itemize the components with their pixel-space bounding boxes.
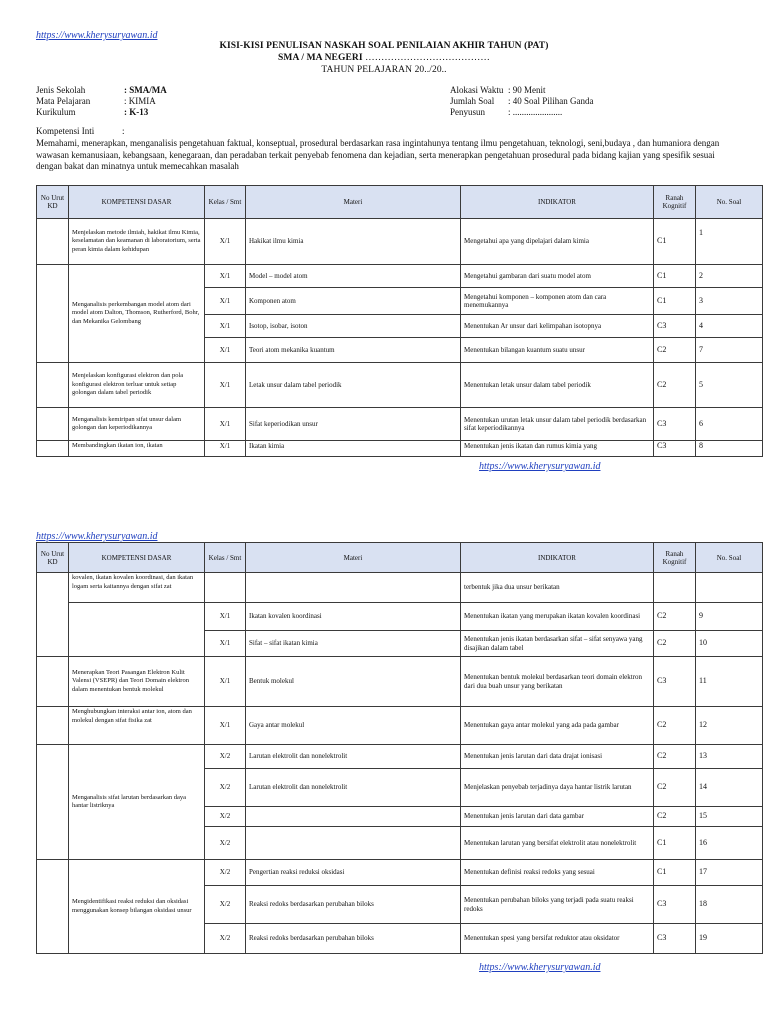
header-materi: Materi <box>246 543 461 573</box>
ranah-cell: C2 <box>654 707 696 745</box>
soal-cell: 6 <box>696 408 763 441</box>
header-ranah: Ranah Kognitif <box>654 186 696 219</box>
indikator-cell: Mengetahui komponen – komponen atom dan cara menemukannya <box>461 288 654 315</box>
kelas-cell: X/1 <box>205 707 246 745</box>
doc-title-line1: KISI-KISI PENULISAN NASKAH SOAL PENILAIAN AKHIR TAHUN (PAT) <box>219 41 549 51</box>
no-urut-cell <box>37 573 69 657</box>
soal-cell: 8 <box>696 441 763 457</box>
kelas-cell: X/2 <box>205 769 246 807</box>
ranah-cell: C3 <box>654 441 696 457</box>
ranah-cell: C2 <box>654 363 696 408</box>
materi-cell: Isotop, isobar, isoton <box>246 315 461 338</box>
top-link[interactable]: https://www.kherysuryawan.id <box>36 30 158 41</box>
indikator-cell: Menjelaskan penyebab terjadinya daya hantar listrik larutan <box>461 769 654 807</box>
kisi-table-2 <box>36 542 763 954</box>
indikator-cell: Menentukan perubahan biloks yang terjadi pada suatu reaksi redoks <box>461 886 654 924</box>
kelas-cell: X/1 <box>205 265 246 288</box>
header-kompetensi: KOMPETENSI DASAR <box>69 186 205 219</box>
kd-cell <box>69 603 205 657</box>
no-urut-cell <box>37 408 69 441</box>
materi-cell: Bentuk molekul <box>246 657 461 707</box>
soal-cell: 11 <box>696 657 763 707</box>
indikator-cell: Menentukan jenis larutan dari data drajat ionisasi <box>461 745 654 769</box>
meta-value: : K-13 <box>124 107 149 117</box>
kd-cell: Membandingkan ikatan ion, ikatan <box>69 441 205 457</box>
soal-cell: 12 <box>696 707 763 745</box>
soal-cell <box>696 573 763 603</box>
materi-cell: Larutan elektrolit dan nonelektrolit <box>246 769 461 807</box>
table-row <box>37 707 763 745</box>
materi-cell: Teori atom mekanika kuantum <box>246 338 461 363</box>
kompetensi-text: Memahami, menerapkan, menganalisis pengetahuan faktual, konseptual, prosedural berdasarkan rasa ingintahunya tentang ilmu pengetahuan, teknologi, seni,budaya , dan humaniora dengan wawasan kemanusiaan, kebangsaan, kenegaraan, dan peradaban terkait penyebab fenomena dan kejadian, serta menerapkan pengetahuan prosedural pada bidang kajian yang spesifik sesuai dengan bakat dan minatnya untuk memecahkan masalah <box>36 138 720 171</box>
kelas-cell: X/1 <box>205 315 246 338</box>
doc-title-school-dots: ………………………………… <box>365 53 490 63</box>
no-urut-cell <box>37 219 69 265</box>
meta-label: Penyusun <box>450 107 486 117</box>
materi-cell: Gaya antar molekul <box>246 707 461 745</box>
materi-cell: Model – model atom <box>246 265 461 288</box>
kd-cell: Mengidentifikasi reaksi reduksi dan oksidasi menggunakan konsep bilangan oksidasi unsur <box>69 860 205 954</box>
soal-cell: 5 <box>696 363 763 408</box>
no-urut-cell <box>37 657 69 707</box>
kd-cell: Menganalisis kemiripan sifat unsur dalam golongan dan keperiodikannya <box>69 408 205 441</box>
ranah-cell: C3 <box>654 657 696 707</box>
materi-cell: Letak unsur dalam tabel periodik <box>246 363 461 408</box>
header-no-urut: No Urut KD <box>37 543 69 573</box>
materi-cell: Sifat – sifat ikatan kimia <box>246 631 461 657</box>
ranah-cell: C1 <box>654 265 696 288</box>
materi-cell: Reaksi redoks berdasarkan perubahan biloks <box>246 886 461 924</box>
no-urut-cell <box>37 860 69 954</box>
indikator-cell: Menentukan letak unsur dalam tabel periodik <box>461 363 654 408</box>
materi-cell: Komponen atom <box>246 288 461 315</box>
indikator-cell: Menentukan gaya antar molekul yang ada pada gambar <box>461 707 654 745</box>
kelas-cell: X/1 <box>205 441 246 457</box>
indikator-cell: Menentukan Ar unsur dari kelimpahan isotopnya <box>461 315 654 338</box>
soal-cell: 3 <box>696 288 763 315</box>
soal-cell: 18 <box>696 886 763 924</box>
soal-cell: 15 <box>696 807 763 827</box>
soal-cell: 10 <box>696 631 763 657</box>
soal-cell: 14 <box>696 769 763 807</box>
indikator-cell: Menentukan jenis ikatan dan rumus kimia yang <box>461 441 654 457</box>
indikator-cell: Menentukan jenis ikatan berdasarkan sifat – sifat senyawa yang disajikan dalam tabel <box>461 631 654 657</box>
kelas-cell: X/2 <box>205 886 246 924</box>
header-ranah: Ranah Kognitif <box>654 543 696 573</box>
header-kelas: Kelas / Smt <box>205 543 246 573</box>
meta-right <box>450 85 594 118</box>
materi-cell: Larutan elektrolit dan nonelektrolit <box>246 745 461 769</box>
kd-cell: kovalen, ikatan kovalen koordinasi, dan ikatan logam serta kaitannya dengan sifat zat <box>69 573 205 603</box>
materi-cell <box>246 827 461 860</box>
header-no-soal: No. Soal <box>696 543 763 573</box>
kelas-cell: X/2 <box>205 924 246 954</box>
table-row <box>37 363 763 408</box>
soal-cell: 19 <box>696 924 763 954</box>
footer-link-1[interactable]: https://www.kherysuryawan.id <box>479 461 601 472</box>
meta-left <box>36 85 167 118</box>
kelas-cell: X/1 <box>205 288 246 315</box>
soal-cell: 9 <box>696 603 763 631</box>
table-header-row <box>37 186 763 219</box>
kelas-cell: X/1 <box>205 219 246 265</box>
no-urut-cell <box>37 363 69 408</box>
kelas-cell: X/1 <box>205 657 246 707</box>
table-row <box>37 745 763 769</box>
table-header-row <box>37 543 763 573</box>
ranah-cell: C2 <box>654 338 696 363</box>
ranah-cell: C1 <box>654 288 696 315</box>
kompetensi-label: Kompetensi Inti <box>36 126 95 136</box>
materi-cell: Reaksi redoks berdasarkan perubahan biloks <box>246 924 461 954</box>
kelas-cell: X/2 <box>205 827 246 860</box>
ranah-cell: C1 <box>654 219 696 265</box>
meta-value: : SMA/MA <box>124 85 167 95</box>
kd-cell: Menjelaskan konfigurasi elektron dan pola konfigurasi elektron terluar untuk setiap golongan dalam tabel periodik <box>69 363 205 408</box>
meta-label: Jumlah Soal <box>450 96 495 106</box>
soal-cell: 7 <box>696 338 763 363</box>
doc-title-line2 <box>0 53 768 63</box>
soal-cell: 4 <box>696 315 763 338</box>
table-row <box>37 573 763 603</box>
ranah-cell: C2 <box>654 745 696 769</box>
materi-cell: Sifat keperiodikan unsur <box>246 408 461 441</box>
meta-label: Alokasi Waktu <box>450 85 504 95</box>
materi-cell: Ikatan kimia <box>246 441 461 457</box>
kelas-cell: X/2 <box>205 860 246 886</box>
kd-cell: Menjelaskan metode ilmiah, hakikat ilmu Kimia, keselamatan dan keamanan di laboratorium, serta peran kimia dalam kehidupan <box>69 219 205 265</box>
kd-cell: Menganalisis sifat larutan berdasarkan daya hantar listriknya <box>69 745 205 860</box>
indikator-cell: Menentukan ikatan yang merupakan ikatan kovalen koordinasi <box>461 603 654 631</box>
header-no-urut: No Urut KD <box>37 186 69 219</box>
kelas-cell <box>205 573 246 603</box>
doc-title-line3: TAHUN PELAJARAN 20../20.. <box>321 65 447 75</box>
indikator-cell: Menentukan bilangan kuantum suatu unsur <box>461 338 654 363</box>
meta-value: : 40 Soal Pilihan Ganda <box>508 96 594 106</box>
no-urut-cell <box>37 745 69 860</box>
indikator-cell: Menentukan spesi yang bersifat reduktor atau oksidator <box>461 924 654 954</box>
kd-cell: Menganalisis perkembangan model atom dari model atom Dalton, Thomson, Rutherford, Bohr, dan Mekanika Gelombang <box>69 265 205 363</box>
materi-cell: Ikatan kovalen koordinasi <box>246 603 461 631</box>
materi-cell <box>246 573 461 603</box>
soal-cell: 2 <box>696 265 763 288</box>
meta-value: : ...................... <box>508 107 563 117</box>
no-urut-cell <box>37 441 69 457</box>
materi-cell <box>246 807 461 827</box>
soal-cell: 17 <box>696 860 763 886</box>
table-row <box>37 441 763 457</box>
ranah-cell <box>654 573 696 603</box>
header-indikator: INDIKATOR <box>461 186 654 219</box>
header-kelas: Kelas / Smt <box>205 186 246 219</box>
indikator-cell: terbentuk jika dua unsur berikatan <box>461 573 654 603</box>
kompetensi-colon: : <box>122 126 125 136</box>
meta-value: : 90 Menit <box>508 85 546 95</box>
page2-top-link[interactable]: https://www.kherysuryawan.id <box>36 531 158 542</box>
indikator-cell: Mengetahui gambaran dari suatu model atom <box>461 265 654 288</box>
meta-label: Jenis Sekolah <box>36 85 86 95</box>
table-row <box>37 265 763 288</box>
ranah-cell: C1 <box>654 860 696 886</box>
kelas-cell: X/1 <box>205 603 246 631</box>
ranah-cell: C1 <box>654 827 696 860</box>
indikator-cell: Menentukan urutan letak unsur dalam tabel periodik berdasarkan sifat keperiodikannya <box>461 408 654 441</box>
kelas-cell: X/1 <box>205 338 246 363</box>
kelas-cell: X/1 <box>205 631 246 657</box>
indikator-cell: Menentukan bentuk molekul berdasarkan teori domain elektron dari dua buah unsur yang berikatan <box>461 657 654 707</box>
table-row <box>37 603 763 631</box>
indikator-cell: Menentukan larutan yang bersifat elektrolit atau nonelektrolit <box>461 827 654 860</box>
kelas-cell: X/1 <box>205 363 246 408</box>
table-row <box>37 657 763 707</box>
materi-cell: Hakikat ilmu kimia <box>246 219 461 265</box>
header-kompetensi: KOMPETENSI DASAR <box>69 543 205 573</box>
table-row <box>37 860 763 886</box>
kelas-cell: X/2 <box>205 807 246 827</box>
ranah-cell: C3 <box>654 924 696 954</box>
no-urut-cell <box>37 707 69 745</box>
kd-cell: Menghubungkan interaksi antar ion, atom dan molekul dengan sifat fisika zat <box>69 707 205 745</box>
soal-cell: 16 <box>696 827 763 860</box>
kelas-cell: X/2 <box>205 745 246 769</box>
soal-cell: 1 <box>696 219 763 265</box>
kelas-cell: X/1 <box>205 408 246 441</box>
ranah-cell: C2 <box>654 603 696 631</box>
doc-title-school: SMA / MA NEGERI <box>278 53 363 63</box>
indikator-cell: Menentukan definisi reaksi redoks yang sesuai <box>461 860 654 886</box>
kd-cell: Menerapkan Teori Pasangan Elektron Kulit Valensi (VSEPR) dan Teori Domain elektron dalam menentukan bentuk molekul <box>69 657 205 707</box>
kisi-table-1 <box>36 185 763 457</box>
ranah-cell: C3 <box>654 315 696 338</box>
ranah-cell: C2 <box>654 631 696 657</box>
ranah-cell: C2 <box>654 807 696 827</box>
header-no-soal: No. Soal <box>696 186 763 219</box>
footer-link-2[interactable]: https://www.kherysuryawan.id <box>479 962 601 973</box>
meta-label: Kurikulum <box>36 107 76 117</box>
ranah-cell: C3 <box>654 886 696 924</box>
meta-value: : KIMIA <box>124 96 156 106</box>
indikator-cell: Mengetahui apa yang dipelajari dalam kimia <box>461 219 654 265</box>
table-row <box>37 408 763 441</box>
table-row <box>37 219 763 265</box>
ranah-cell: C2 <box>654 769 696 807</box>
materi-cell: Pengertian reaksi reduksi oksidasi <box>246 860 461 886</box>
no-urut-cell <box>37 265 69 363</box>
meta-label: Mata Pelajaran <box>36 96 91 106</box>
soal-cell: 13 <box>696 745 763 769</box>
header-materi: Materi <box>246 186 461 219</box>
header-indikator: INDIKATOR <box>461 543 654 573</box>
ranah-cell: C3 <box>654 408 696 441</box>
indikator-cell: Menentukan jenis larutan dari data gambar <box>461 807 654 827</box>
